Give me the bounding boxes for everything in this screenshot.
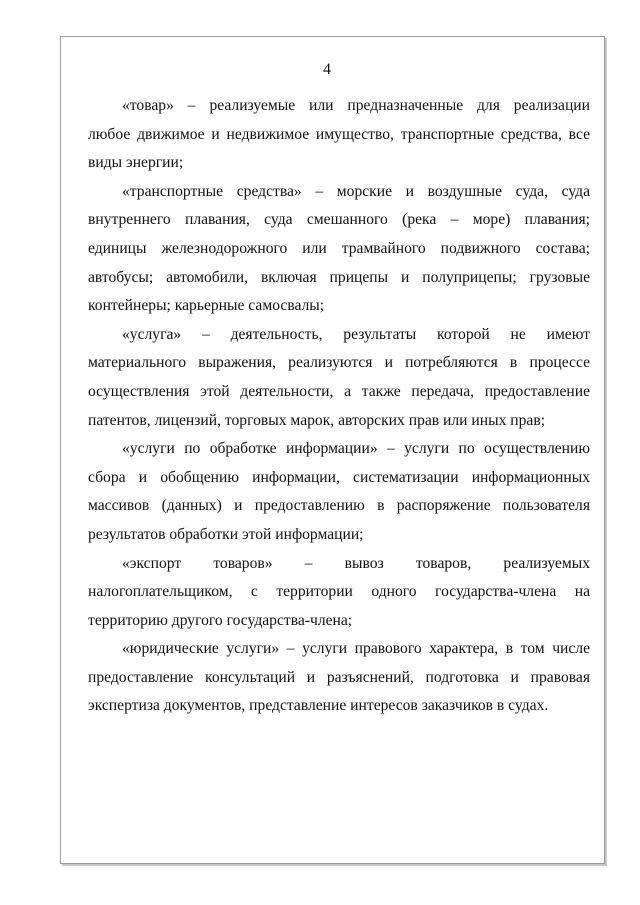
text-line: результатов обработки этой информации; xyxy=(88,525,364,543)
text-line: материального выражения, реализуются и потребляются в процессе xyxy=(88,354,590,372)
text-line: массивов (данных) и предоставлению в распоряжение пользователя xyxy=(88,497,590,515)
text-line: «юридические услуги» – услуги правового характера, в том числе xyxy=(122,640,590,658)
document-body xyxy=(88,92,590,721)
text-line: сбора и обобщению информации, систематизации информационных xyxy=(88,468,590,486)
text-line: «услуга» – деятельность, результаты которой не имеют xyxy=(122,325,590,343)
page-number: 4 xyxy=(323,61,331,78)
text-line: «экспорт товаров» – вывоз товаров, реализуемых xyxy=(122,554,590,572)
text-line: внутреннего плавания, суда смешанного (река – море) плавания; xyxy=(88,211,590,229)
definition-paragraph xyxy=(88,92,590,178)
text-line: предоставление консультаций и разъяснений, подготовка и правовая xyxy=(88,668,590,686)
text-line: автобусы; автомобили, включая прицепы и полуприцепы; грузовые xyxy=(88,268,590,286)
text-line: любое движимое и недвижимое имущество, транспортные средства, все xyxy=(88,125,590,143)
text-line: виды энергии; xyxy=(88,154,184,172)
text-line: «товар» – реализуемые или предназначенные для реализации xyxy=(122,97,590,114)
text-line: контейнеры; карьерные самосвалы; xyxy=(88,297,325,315)
definition-paragraph xyxy=(88,178,590,321)
text-line: патентов, лицензий, торговых марок, авторских прав или иных прав; xyxy=(88,411,546,429)
text-line: налогоплательщиком, с территории одного государства-члена на xyxy=(88,583,590,601)
definition-paragraph xyxy=(88,550,590,636)
definition-paragraph xyxy=(88,635,590,721)
text-line: «транспортные средства» – морские и воздушные суда, суда xyxy=(122,182,590,200)
definition-paragraph xyxy=(88,435,590,549)
definition-paragraph xyxy=(88,321,590,435)
text-line: осуществления этой деятельности, а также передача, предоставление xyxy=(88,382,590,400)
text-line: территорию другого государства-члена; xyxy=(88,611,353,629)
text-line: единицы железнодорожного или трамвайного подвижного состава; xyxy=(88,239,590,257)
text-line: экспертиза документов, представление интересов заказчиков в судах. xyxy=(88,697,549,715)
text-line: «услуги по обработке информации» – услуги по осуществлению xyxy=(122,440,590,458)
